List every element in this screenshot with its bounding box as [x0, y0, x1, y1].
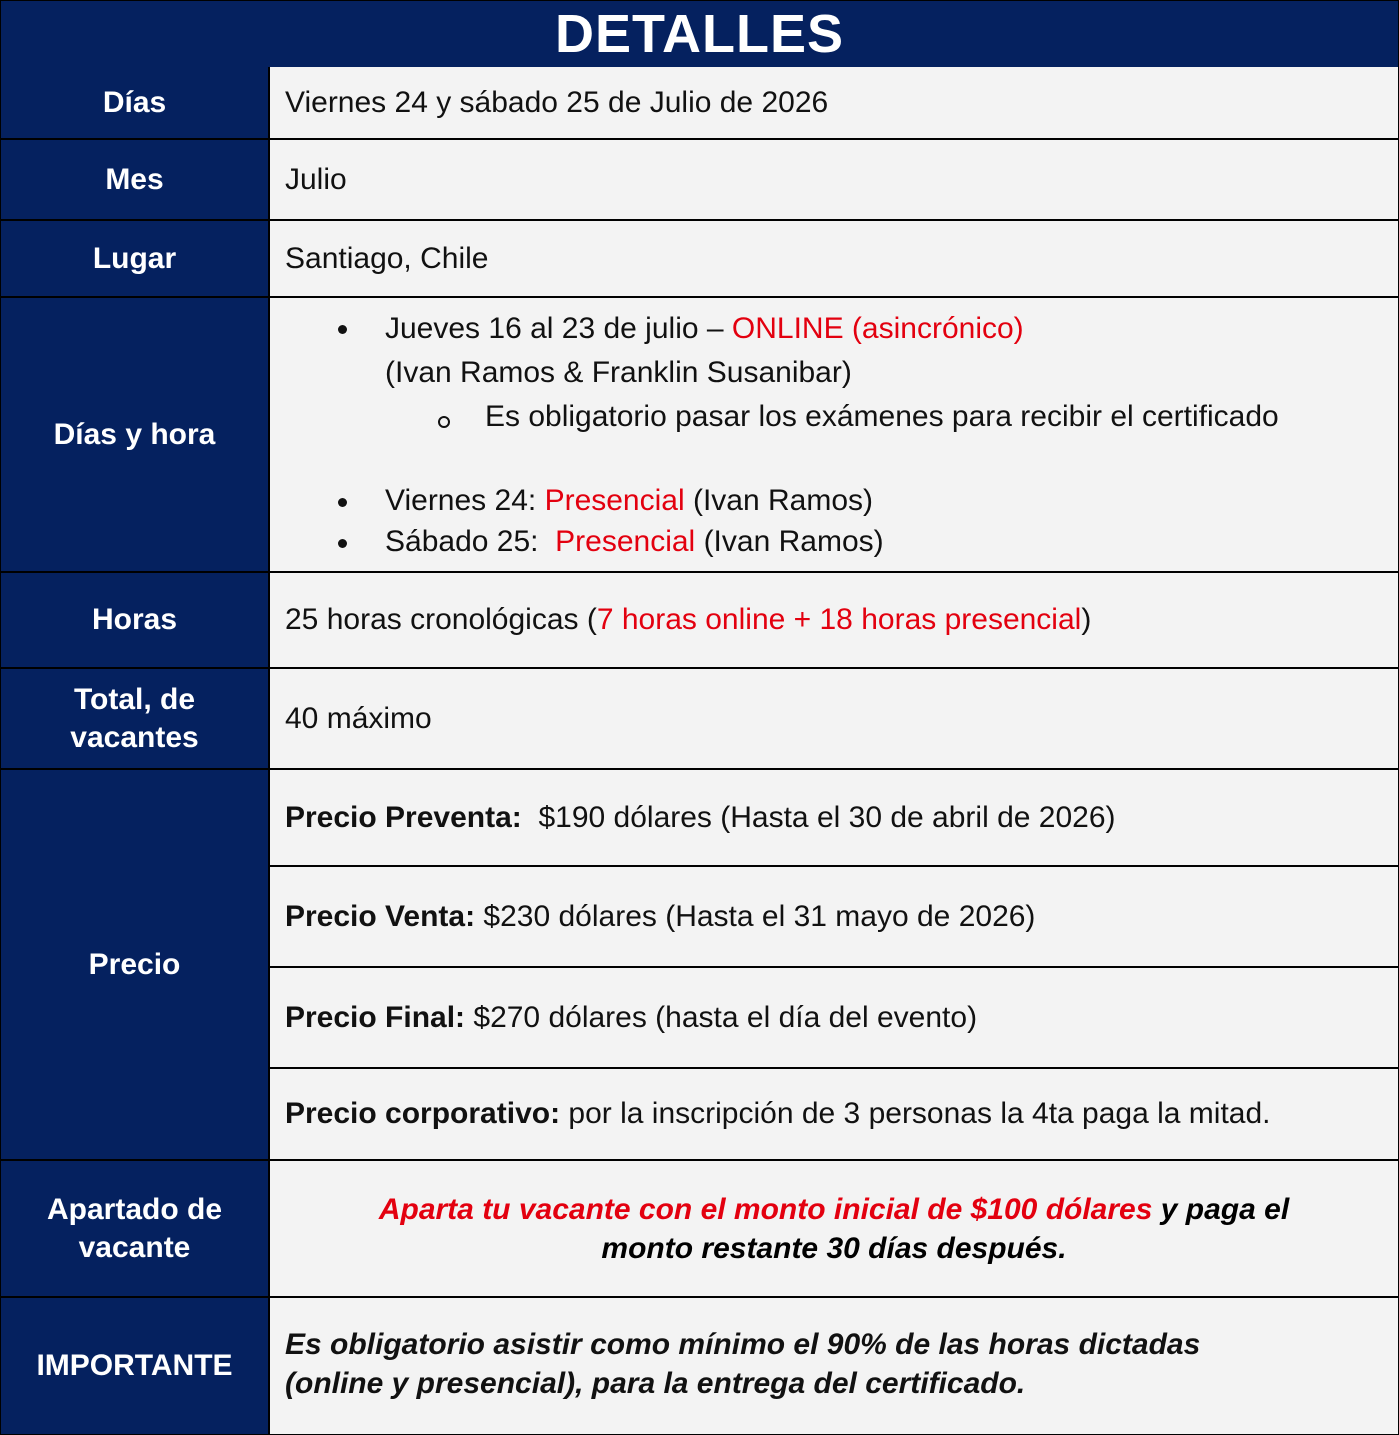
label-mes: Mes [1, 140, 268, 220]
value-horas [285, 573, 1091, 667]
label-dias: Días [1, 67, 268, 139]
price-preventa [285, 770, 1116, 865]
bullet-icon [338, 325, 347, 334]
value-mes: Julio [285, 163, 347, 196]
column-divider [268, 67, 270, 1435]
schedule-sabado-day: Sábado 25: [385, 525, 556, 558]
label-importante: IMPORTANTE [1, 1298, 268, 1434]
label-vacantes-line2: vacantes [70, 720, 199, 754]
schedule-online [385, 312, 1024, 346]
label-apartado-line2: vacante [78, 1230, 191, 1264]
price-preventa-name: Precio Preventa: [285, 800, 531, 834]
value-vacantes: 40 máximo [285, 701, 432, 735]
horas-total: 25 horas cronológicas ( [285, 603, 597, 636]
bullet-icon [338, 539, 347, 548]
apartado-line2: monto restante 30 días después. [601, 1232, 1067, 1265]
schedule-sabado-teacher: (Ivan Ramos) [695, 525, 884, 558]
apartado-rest-line1: y paga el [1152, 1193, 1290, 1226]
price-corporativo-name: Precio corporativo: [285, 1097, 561, 1130]
label-apartado-line1: Apartado de [46, 1192, 223, 1226]
price-venta-value: $230 dólares (Hasta el 31 mayo de 2026) [475, 899, 1036, 933]
schedule-online-mode: ONLINE (asincrónico) [731, 312, 1024, 345]
importante-line1: Es obligatorio asistir como mínimo el 90% de las horas dictadas [285, 1328, 1201, 1361]
label-vacantes [1, 669, 268, 768]
label-dias-hora: Días y hora [1, 298, 268, 571]
schedule-sabado-mode: Presencial [555, 525, 696, 558]
schedule-viernes-day: Viernes 24: [385, 484, 545, 517]
table-title: DETALLES [1, 1, 1398, 67]
schedule-online-teachers: (Ivan Ramos & Franklin Susanibar) [385, 356, 852, 389]
label-precio: Precio [1, 770, 268, 1159]
schedule-viernes-mode: Presencial [544, 484, 685, 517]
value-dias: Viernes 24 y sábado 25 de Julio de 2026 [285, 86, 829, 119]
price-corporativo [285, 1069, 1271, 1159]
price-preventa-value: $190 dólares (Hasta el 30 de abril de 2026) [530, 800, 1116, 834]
price-venta-name: Precio Venta: [285, 899, 476, 933]
price-final-name: Precio Final: [285, 1000, 466, 1034]
horas-breakdown: 7 horas online + 18 horas presencial [596, 603, 1082, 636]
importante-line2: (online y presencial), para la entrega del certificado. [285, 1367, 1026, 1400]
schedule-online-dates: Jueves 16 al 23 de julio – [385, 312, 732, 345]
price-final-value: $270 dólares (hasta el día del evento) [465, 1000, 978, 1034]
price-final [285, 968, 977, 1067]
schedule-sabado [385, 525, 884, 559]
label-apartado [1, 1161, 268, 1296]
horas-close: ) [1081, 603, 1092, 636]
schedule-viernes [385, 484, 873, 518]
sub-bullet-icon [438, 416, 450, 428]
label-horas: Horas [1, 573, 268, 667]
schedule-viernes-teacher: (Ivan Ramos) [684, 484, 874, 517]
label-lugar: Lugar [1, 221, 268, 296]
value-lugar: Santiago, Chile [285, 241, 489, 275]
apartado-line1 [270, 1190, 1398, 1229]
label-vacantes-line1: Total, de [73, 682, 196, 716]
price-corporativo-value: por la inscripción de 3 personas la 4ta paga la mitad. [560, 1097, 1271, 1130]
schedule-online-note: Es obligatorio pasar los exámenes para recibir el certificado [485, 400, 1279, 433]
bullet-icon [338, 498, 347, 507]
price-venta [285, 867, 1035, 966]
apartado-highlight: Aparta tu vacante con el monto inicial de $100 dólares [378, 1193, 1153, 1226]
